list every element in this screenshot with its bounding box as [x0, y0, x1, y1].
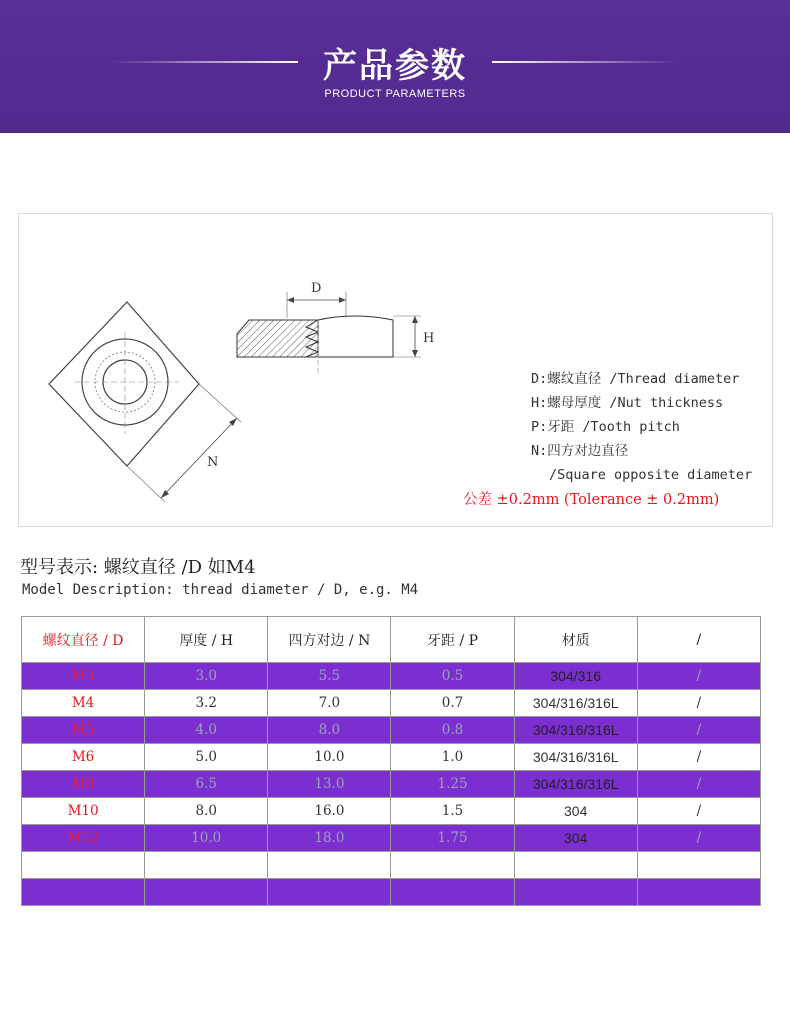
- cell-square-size: 18.0: [268, 825, 391, 852]
- cell-material: 304/316/316L: [514, 744, 637, 771]
- dimension-legend: [531, 367, 771, 487]
- cell-thread-diameter: M4: [22, 690, 145, 717]
- parameter-table: [21, 616, 761, 906]
- cell-thickness: 3.0: [145, 663, 268, 690]
- header-divider-right: [492, 61, 678, 63]
- cell-square-size: 7.0: [268, 690, 391, 717]
- dimension-h-label: H: [423, 331, 435, 346]
- cell-thickness: 3.2: [145, 690, 268, 717]
- cell-material: 304/316: [514, 663, 637, 690]
- nut-side-view: [237, 292, 421, 374]
- legend-item-square-diameter: N:四方对边直径: [531, 443, 629, 459]
- page-subtitle: PRODUCT PARAMETERS: [324, 88, 466, 100]
- model-description: Model Description: thread diameter / D, e.g. M4: [22, 582, 419, 598]
- cell-material: 304: [514, 825, 637, 852]
- column-header-material: 材质: [514, 617, 637, 663]
- cell-thread-diameter: M6: [22, 744, 145, 771]
- table-row: [22, 798, 761, 825]
- page-title: 产品参数: [323, 46, 467, 86]
- column-header-thickness: 厚度 / H: [145, 617, 268, 663]
- cell-extra: /: [637, 663, 760, 690]
- cell-square-size: 8.0: [268, 717, 391, 744]
- cell-thread-diameter: M5: [22, 717, 145, 744]
- table-row: [22, 690, 761, 717]
- cell-square-size: [268, 852, 391, 879]
- cell-thickness: 8.0: [145, 798, 268, 825]
- cell-material: [514, 852, 637, 879]
- cell-extra: /: [637, 798, 760, 825]
- cell-extra: /: [637, 690, 760, 717]
- legend-item-tooth-pitch: P:牙距 /Tooth pitch: [531, 419, 680, 435]
- cell-material: 304: [514, 798, 637, 825]
- cell-material: 304/316/316L: [514, 690, 637, 717]
- cell-material: 304/316/316L: [514, 717, 637, 744]
- cell-square-size: 13.0: [268, 771, 391, 798]
- column-header-square-size: 四方对边 / N: [268, 617, 391, 663]
- cell-pitch: 0.5: [391, 663, 514, 690]
- cell-thickness: 6.5: [145, 771, 268, 798]
- header-banner: [0, 0, 790, 133]
- cell-thread-diameter: [22, 879, 145, 906]
- cell-pitch: 1.25: [391, 771, 514, 798]
- column-header-extra: /: [637, 617, 760, 663]
- cell-pitch: 0.8: [391, 717, 514, 744]
- cell-thread-diameter: M3: [22, 663, 145, 690]
- cell-square-size: 16.0: [268, 798, 391, 825]
- cell-pitch: 1.0: [391, 744, 514, 771]
- legend-item-square-diameter-en: /Square opposite diameter: [549, 467, 753, 483]
- cell-thickness: [145, 852, 268, 879]
- cell-thickness: [145, 879, 268, 906]
- table-row: [22, 717, 761, 744]
- cell-extra: /: [637, 771, 760, 798]
- cell-material: 304/316/316L: [514, 771, 637, 798]
- cell-square-size: 5.5: [268, 663, 391, 690]
- table-row: [22, 744, 761, 771]
- table-row: [22, 771, 761, 798]
- table-row: [22, 852, 761, 879]
- cell-square-size: 10.0: [268, 744, 391, 771]
- cell-thickness: 4.0: [145, 717, 268, 744]
- column-header-thread-diameter: 螺纹直径 / D: [22, 617, 145, 663]
- legend-item-thread-diameter: D:螺纹直径 /Thread diameter: [531, 371, 740, 387]
- cell-thread-diameter: [22, 852, 145, 879]
- cell-thread-diameter: M12: [22, 825, 145, 852]
- cell-extra: /: [637, 744, 760, 771]
- table-row: [22, 663, 761, 690]
- cell-thread-diameter: M8: [22, 771, 145, 798]
- cell-square-size: [268, 879, 391, 906]
- table-row: [22, 825, 761, 852]
- nut-top-view: [49, 302, 241, 502]
- cell-thickness: 5.0: [145, 744, 268, 771]
- cell-pitch: 1.75: [391, 825, 514, 852]
- cell-pitch: 1.5: [391, 798, 514, 825]
- cell-pitch: 0.7: [391, 690, 514, 717]
- model-title: 型号表示: 螺纹直径 /D 如M4: [20, 557, 256, 578]
- column-header-pitch: 牙距 / P: [391, 617, 514, 663]
- dimension-d-label: D: [311, 281, 322, 296]
- table-header-row: [22, 617, 761, 663]
- dimension-n-label: N: [207, 455, 219, 470]
- cell-thickness: 10.0: [145, 825, 268, 852]
- cell-pitch: [391, 879, 514, 906]
- legend-item-nut-thickness: H:螺母厚度 /Nut thickness: [531, 395, 724, 411]
- diagram-panel: [18, 213, 773, 527]
- table-row: [22, 879, 761, 906]
- cell-extra: [637, 879, 760, 906]
- cell-extra: /: [637, 825, 760, 852]
- cell-thread-diameter: M10: [22, 798, 145, 825]
- cell-extra: /: [637, 717, 760, 744]
- cell-pitch: [391, 852, 514, 879]
- cell-extra: [637, 852, 760, 879]
- cell-material: [514, 879, 637, 906]
- tolerance-note: 公差 ±0.2mm (Tolerance ± 0.2mm): [463, 492, 720, 508]
